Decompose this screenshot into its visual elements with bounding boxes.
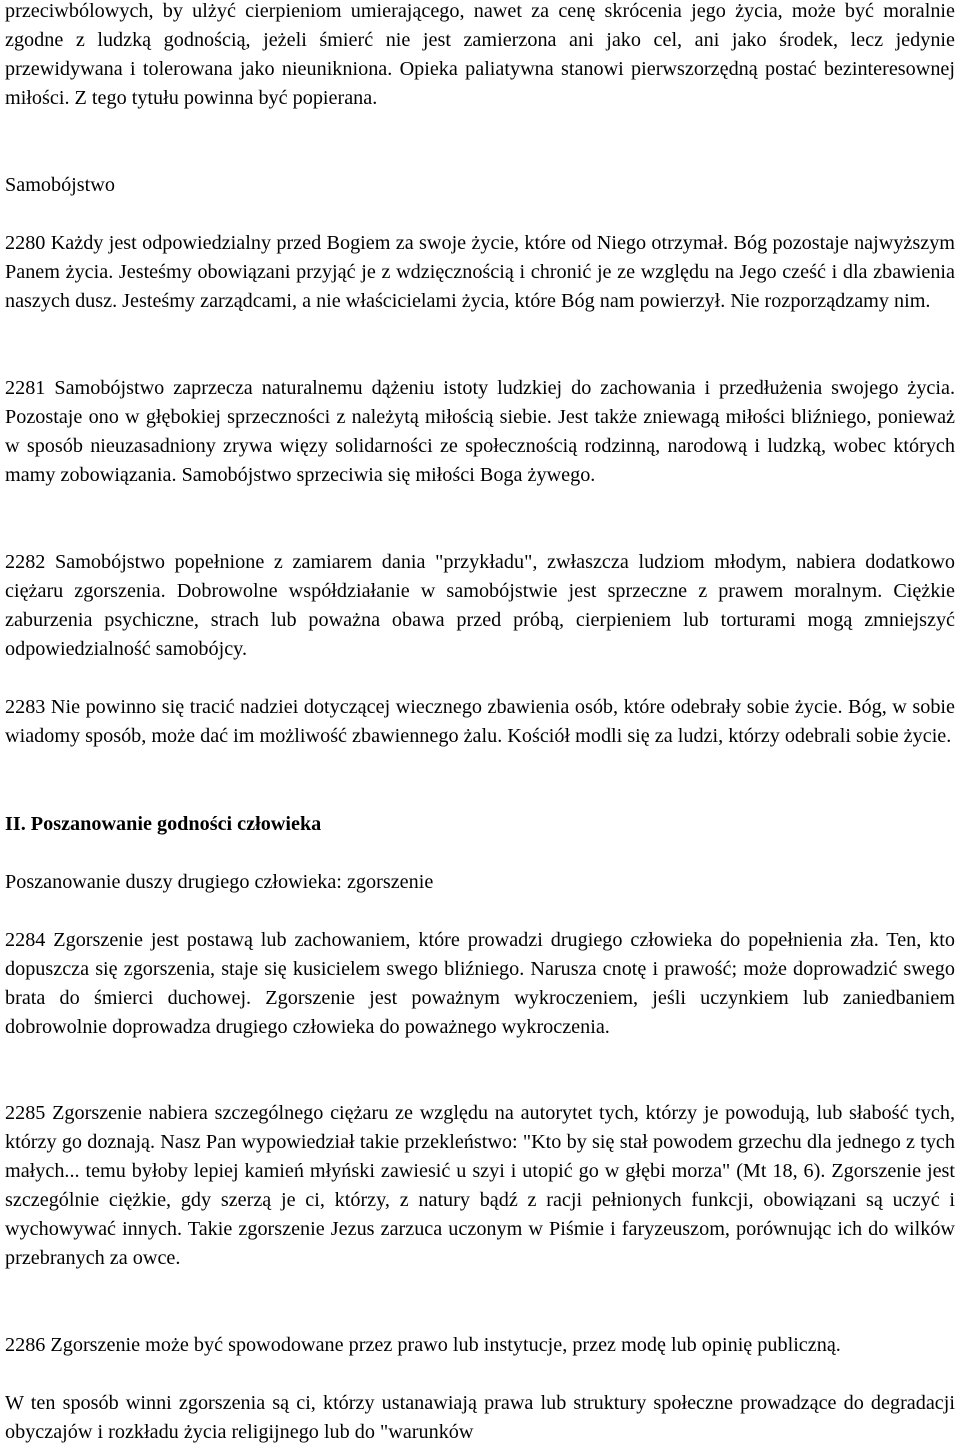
- intro-paragraph: przeciwbólowych, by ulżyć cierpieniom umierającego, nawet za cenę skrócenia jego życia, może być moralnie zgodne z ludzką godnością, jeżeli śmierć nie jest zamierzona ani jako cel, ani jako środek, lecz jedynie przewidywana i tolerowana jako nieunikniona. Opieka paliatywna stanowi pierwszorzędną postać bezinteresownej miłości. Z tego tytułu powinna być popierana.: [5, 0, 955, 110]
- paragraph-number: 2280: [5, 232, 46, 254]
- paragraph-2280: [5, 229, 955, 316]
- paragraph-2284: [5, 926, 955, 1042]
- paragraph-2282: [5, 548, 955, 664]
- paragraph-number: 2284: [5, 929, 46, 951]
- paragraph-text: Zgorszenie nabiera szczególnego ciężaru ze względu na autorytet tych, którzy je powodują, lub słabość tych, którzy go doznają. Nasz Pan wypowiedział takie przekleństwo: "Kto by się stał powodem grzechu dla jednego z tych małych... temu byłoby lepiej kamień młyński zawiesić u szyi i utopić go w głębi morza" (Mt 18, 6). Zgorszenie jest szczególnie ciężkie, gdy szerzą je ci, którzy, z natury bądź z racji pełnionych funkcji, obowiązani są uczyć i wychowywać innych. Takie zgorszenie Jezus zarzuca uczonym w Piśmie i faryzeuszom, porównując ich do wilków przebranych za owce.: [5, 1102, 955, 1270]
- paragraph-text: Każdy jest odpowiedzialny przed Bogiem za swoje życie, które od Niego otrzymał. Bóg pozostaje najwyższym Panem życia. Jesteśmy obowiązani przyjąć je z wdzięcznością i chronić je ze względu na Jego cześć i dla zbawienia naszych dusz. Jesteśmy zarządcami, a nie właścicielami życia, które Bóg nam powierzył. Nie rozporządzamy nim.: [5, 232, 956, 313]
- paragraph-text: Zgorszenie jest postawą lub zachowaniem, które prowadzi drugiego człowieka do popełnienia zła. Ten, kto dopuszcza się zgorszenia, staje się kusicielem swego bliźniego. Narusza cnotę i prawość; może doprowadzić swego brata do śmierci duchowej. Zgorszenie jest poważnym wykroczeniem, jeśli uczynkiem lub zaniedbaniem dobrowolnie doprowadza drugiego człowieka do poważnego wykroczenia.: [5, 929, 956, 1039]
- paragraph-number: 2282: [5, 551, 46, 573]
- paragraph-text: Samobójstwo zaprzecza naturalnemu dążeniu istoty ludzkiej do zachowania i przedłużenia swojego życia. Pozostaje ono w głębokiej sprzeczności z należytą miłością siebie. Jest także zniewagą miłości bliźniego, ponieważ w sposób nieuzasadniony zrywa więzy solidarności ze społecznością rodzinną, narodową i ludzką, wobec których mamy zobowiązania. Samobójstwo sprzeciwia się miłości Boga żywego.: [5, 377, 956, 487]
- paragraph-2281: [5, 374, 955, 490]
- section-title-suicide: Samobójstwo: [5, 174, 115, 196]
- subsection-heading: Poszanowanie duszy drugiego człowieka: zgorszenie: [5, 871, 434, 893]
- paragraph-text: Samobójstwo popełnione z zamiarem dania "przykładu", zwłaszcza ludziom młodym, nabiera dodatkowo ciężaru zgorszenia. Dobrowolne współdziałanie w samobójstwie jest sprzeczne z prawem moralnym. Ciężkie zaburzenia psychiczne, strach lub poważna obawa przed próbą, cierpieniem lub torturami mogą zmniejszyć odpowiedzialność samobójcy.: [5, 551, 956, 661]
- paragraph-number: 2283: [5, 696, 46, 718]
- paragraph-number: 2281: [5, 377, 46, 399]
- paragraph-2286-continued: W ten sposób winni zgorszenia są ci, którzy ustanawiają prawa lub struktury społeczne prowadzące do degradacji obyczajów i rozkładu życia religijnego lub do "warunków: [5, 1392, 955, 1444]
- paragraph-2285: [5, 1099, 955, 1274]
- paragraph-number: 2285: [5, 1102, 46, 1124]
- paragraph-2286: [5, 1331, 955, 1360]
- section-heading: II. Poszanowanie godności człowieka: [5, 813, 322, 835]
- paragraph-2283: [5, 693, 955, 751]
- paragraph-text: Zgorszenie może być spowodowane przez prawo lub instytucje, przez modę lub opinię publiczną.: [50, 1334, 841, 1356]
- paragraph-number: 2286: [5, 1334, 46, 1356]
- paragraph-text: Nie powinno się tracić nadziei dotyczącej wiecznego zbawienia osób, które odebrały sobie życie. Bóg, w sobie wiadomy sposób, może dać im możliwość zbawiennego żalu. Kościół modli się za ludzi, którzy odebrali sobie życie.: [5, 696, 955, 748]
